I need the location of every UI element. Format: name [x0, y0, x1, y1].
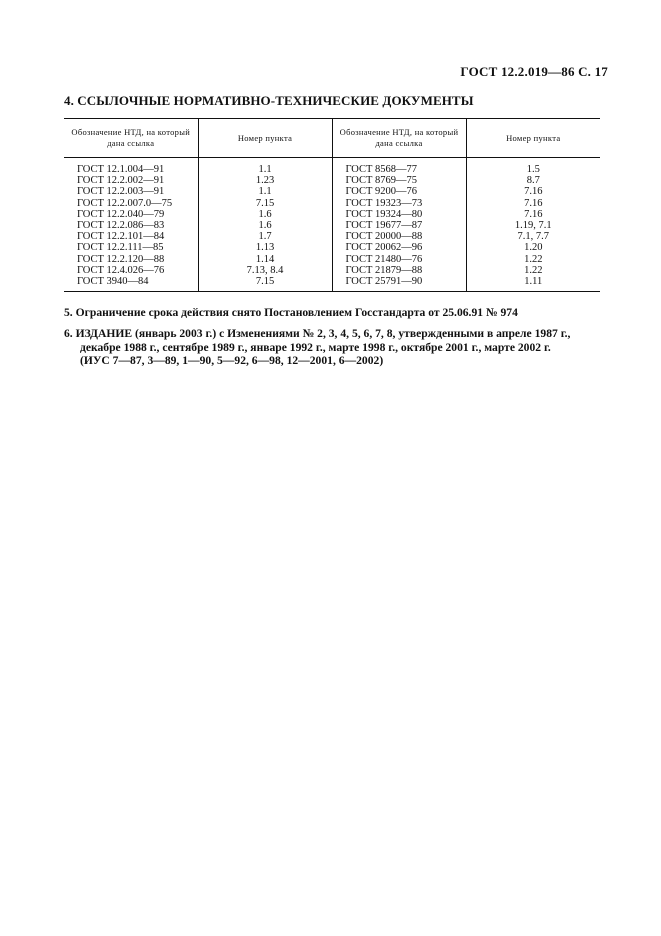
- designation-right: ГОСТ 20000—88: [332, 231, 466, 242]
- clause-right: 1.19, 7.1: [466, 220, 600, 231]
- section-6-line-1: 6. ИЗДАНИЕ (январь 2003 г.) с Изменениями № 2, 3, 4, 5, 6, 7, 8, утвержденными в апреле 1987 г.,: [64, 327, 571, 340]
- clause-left: 1.1: [198, 186, 332, 197]
- clause-right: 7.16: [466, 186, 600, 197]
- clause-left: 1.6: [198, 209, 332, 220]
- designation-right: ГОСТ 20062—96: [332, 242, 466, 253]
- designation-right: ГОСТ 21879—88: [332, 265, 466, 276]
- designation-right: ГОСТ 19323—73: [332, 198, 466, 209]
- clause-right: 8.7: [466, 175, 600, 186]
- designation-left: ГОСТ 12.2.002—91: [77, 175, 165, 187]
- designation-left: ГОСТ 12.2.007.0—75: [77, 197, 173, 209]
- clause-left: 1.23: [198, 175, 332, 186]
- designation-right: ГОСТ 19324—80: [332, 209, 466, 220]
- clause-left: 1.7: [198, 231, 332, 242]
- clause-right: 7.16: [466, 209, 600, 220]
- section-6-text: [64, 327, 609, 368]
- header-designation-1: Обозначение НТД, на который дана ссылка: [64, 119, 198, 158]
- clause-right: 1.5: [466, 158, 600, 176]
- clause-right: 1.11: [466, 276, 600, 292]
- clause-right: 1.22: [466, 254, 600, 265]
- clause-right: 7.1, 7.7: [466, 231, 600, 242]
- clause-left: 1.13: [198, 242, 332, 253]
- clause-left: 1.14: [198, 254, 332, 265]
- table-row: [64, 198, 600, 209]
- table-row: [64, 231, 600, 242]
- designation-right: ГОСТ 21480—76: [332, 254, 466, 265]
- section-6-line-3: (ИУС 7—87, 3—89, 1—90, 5—92, 6—98, 12—2001, 6—2002): [80, 354, 384, 367]
- section-5-line: 5. Ограничение срока действия снято Постановлением Госстандарта от 25.06.91 № 974: [64, 306, 518, 319]
- designation-right: ГОСТ 25791—90: [332, 276, 466, 292]
- page-header: ГОСТ 12.2.019—86 С. 17: [460, 64, 608, 79]
- section-5-text: [64, 306, 609, 320]
- table-row: [64, 265, 600, 276]
- designation-right: ГОСТ 8568—77: [332, 158, 466, 176]
- clause-left: 7.15: [198, 198, 332, 209]
- table-row: [64, 220, 600, 231]
- header-clause-2: Номер пункта: [466, 119, 600, 158]
- clause-right: 1.20: [466, 242, 600, 253]
- designation-left: ГОСТ 12.2.111—85: [77, 242, 164, 254]
- designation-left: ГОСТ 3940—84: [64, 276, 198, 292]
- clause-right: 1.22: [466, 265, 600, 276]
- table-row: [64, 158, 600, 176]
- designation-left: ГОСТ 12.2.101—84: [77, 231, 165, 243]
- designation-right: ГОСТ 19677—87: [332, 220, 466, 231]
- header-clause-1: Номер пункта: [198, 119, 332, 158]
- designation-left: ГОСТ 12.1.004—91: [77, 164, 165, 175]
- designation-left: ГОСТ 12.2.003—91: [77, 186, 165, 198]
- section-4-title: 4. ССЫЛОЧНЫЕ НОРМАТИВНО-ТЕХНИЧЕСКИЕ ДОКУМЕНТЫ: [64, 93, 474, 108]
- clause-right: 7.16: [466, 198, 600, 209]
- designation-left: ГОСТ 12.2.120—88: [77, 253, 165, 265]
- designation-right: ГОСТ 8769—75: [332, 175, 466, 186]
- clause-left: 1.6: [198, 220, 332, 231]
- table-row: [64, 175, 600, 186]
- designation-right: ГОСТ 9200—76: [332, 186, 466, 197]
- clause-left: 1.1: [198, 158, 332, 176]
- designation-left: ГОСТ 12.2.040—79: [77, 208, 165, 220]
- table-header-row: [64, 119, 600, 158]
- reference-documents-table: [64, 118, 600, 292]
- section-6-line-2: декабре 1988 г., сентябре 1989 г., январе 1992 г., марте 1998 г., октябре 2001 г., марте 2002 г.: [80, 340, 551, 354]
- table-body: [64, 158, 600, 292]
- table-row: [64, 209, 600, 220]
- clause-left: 7.15: [198, 276, 332, 292]
- table-row: [64, 276, 600, 292]
- table-row: [64, 186, 600, 197]
- designation-left: ГОСТ 12.4.026—76: [77, 264, 165, 276]
- designation-left: ГОСТ 12.2.086—83: [77, 220, 165, 232]
- header-designation-2: Обозначение НТД, на который дана ссылка: [332, 119, 466, 158]
- table-row: [64, 254, 600, 265]
- clause-left: 7.13, 8.4: [198, 265, 332, 276]
- table-row: [64, 242, 600, 253]
